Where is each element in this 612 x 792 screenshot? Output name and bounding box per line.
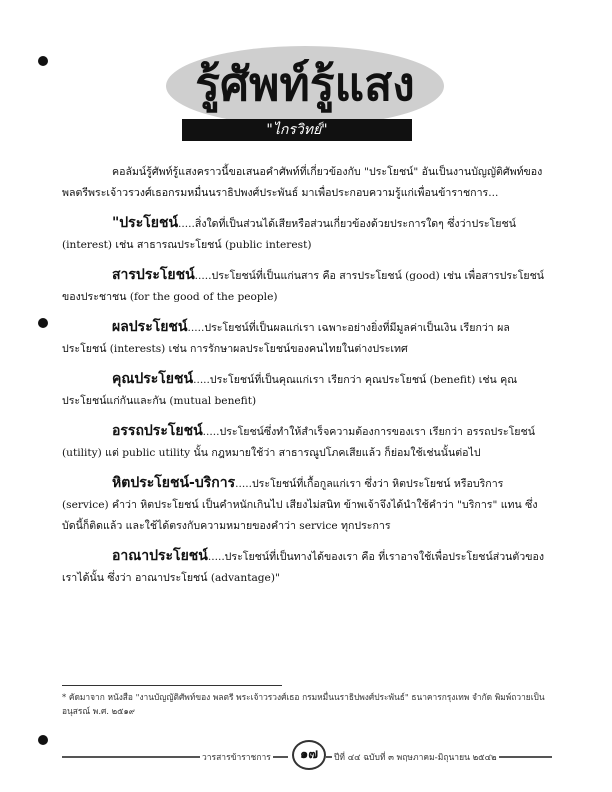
intro-paragraph: คอลัมน์รู้ศัพท์รู้แสงคราวนี้ขอเสนอคำศัพท์ที่เกี่ยวข้องกับ "ประโยชน์" อันเป็นงานบัญญัติศัพท์ของพลตรีพระเจ้าวรวงศ์เธอกรมหมื่นนราธิปพงศ์ประพันธ์ มาเพื่อประกอบความรู้แก่เพื่อนข้าราชการ... <box>62 166 543 199</box>
definition-paragraph: อาณาประโยชน์.....ประโยชน์ที่เป็นทางได้ของเรา คือ ที่เราอาจใช้เพื่อประโยชน์ส่วนตัวของเราได้นั้น ซึ่งว่า อาณาประโยชน์ (advantage)" <box>62 548 545 584</box>
binder-hole-bottom <box>38 735 48 745</box>
page-number: ๑๗ <box>292 740 326 770</box>
term-label: "ประโยชน์ <box>112 215 179 231</box>
definition-paragraph: สารประโยชน์.....ประโยชน์ที่เป็นแก่นสาร คือ สารประโยชน์ (good) เช่น เพื่อสารประโยชน์ของประชาชน (for the good of the people) <box>62 267 545 303</box>
term-label: อรรถประโยชน์ <box>112 423 203 439</box>
term-label: อาณาประโยชน์ <box>112 548 208 564</box>
definition-paragraph: "ประโยชน์.....สิ่งใดที่เป็นส่วนได้เสียหรือส่วนเกี่ยวข้องด้วยประการใดๆ ซึ่งว่าประโยชน์ (interest) เช่น สาธารณประโยชน์ (public interest) <box>62 215 516 251</box>
author-bar: "ไกรวิทย์" <box>182 119 412 141</box>
footnote: * คัดมาจาก หนังสือ "งานบัญญัติศัพท์ของ พลตรี พระเจ้าวรวงศ์เธอ กรมหมื่นนราธิปพงศ์ประพันธ์" ธนาคารกรุงเทพ จำกัด พิมพ์ถวายเป็นอนุสรณ์ พ.ศ. ๒๕๑๙ <box>62 692 545 716</box>
definition-paragraph: คุณประโยชน์.....ประโยชน์ที่เป็นคุณแก่เรา เรียกว่า คุณประโยชน์ (benefit) เช่น คุณประโยชน์แก่กันและกัน (mutual benefit) <box>62 371 518 407</box>
footnote-divider <box>62 685 282 686</box>
definition-paragraph: หิตประโยชน์-บริการ.....ประโยชน์ที่เกื้อกูลแก่เรา ซึ่งว่า หิตประโยชน์ หรือบริการ (service) คำว่า หิตประโยชน์ เป็นคำหนักเกินไป เสียงไม่สนิท ข้าพเจ้าจึงได้นำใช้คำว่า "บริการ" แทน ซึ่งบัดนี้ก็ติดแล้ว และใช้ได้ตรงกับความหมายของคำว่า service ทุกประการ <box>62 475 538 532</box>
term-label: คุณประโยชน์ <box>112 371 194 387</box>
term-label: หิตประโยชน์-บริการ <box>112 475 236 491</box>
issue-info: ปีที่ ๔๔ ฉบับที่ ๓ พฤษภาคม-มิถุนายน ๒๕๔๒ <box>332 750 499 764</box>
binder-hole-middle <box>38 318 48 328</box>
article-body <box>62 162 552 598</box>
term-label: สารประโยชน์ <box>112 267 195 283</box>
term-label: ผลประโยชน์ <box>112 319 188 335</box>
definition-paragraph: อรรถประโยชน์.....ประโยชน์ซึ่งทำให้สำเร็จความต้องการของเรา เรียกว่า อรรถประโยชน์ (utility) แต่ public utility นั้น กฎหมายใช้ว่า สาธารณูปโภคเสียแล้ว ก็ย่อมใช้เช่นนั้นต่อไป <box>62 423 535 459</box>
journal-name: วารสารข้าราชการ <box>200 750 273 764</box>
binder-hole-top <box>38 56 48 66</box>
definition-paragraph: ผลประโยชน์.....ประโยชน์ที่เป็นผลแก่เรา เฉพาะอย่างยิ่งที่มีมูลค่าเป็นเงิน เรียกว่า ผลประโยชน์ (interests) เช่น การรักษาผลประโยชน์ของคนไทยในต่างประเทศ <box>62 319 510 355</box>
page-title: รู้ศัพท์รู้แสง <box>195 57 415 111</box>
